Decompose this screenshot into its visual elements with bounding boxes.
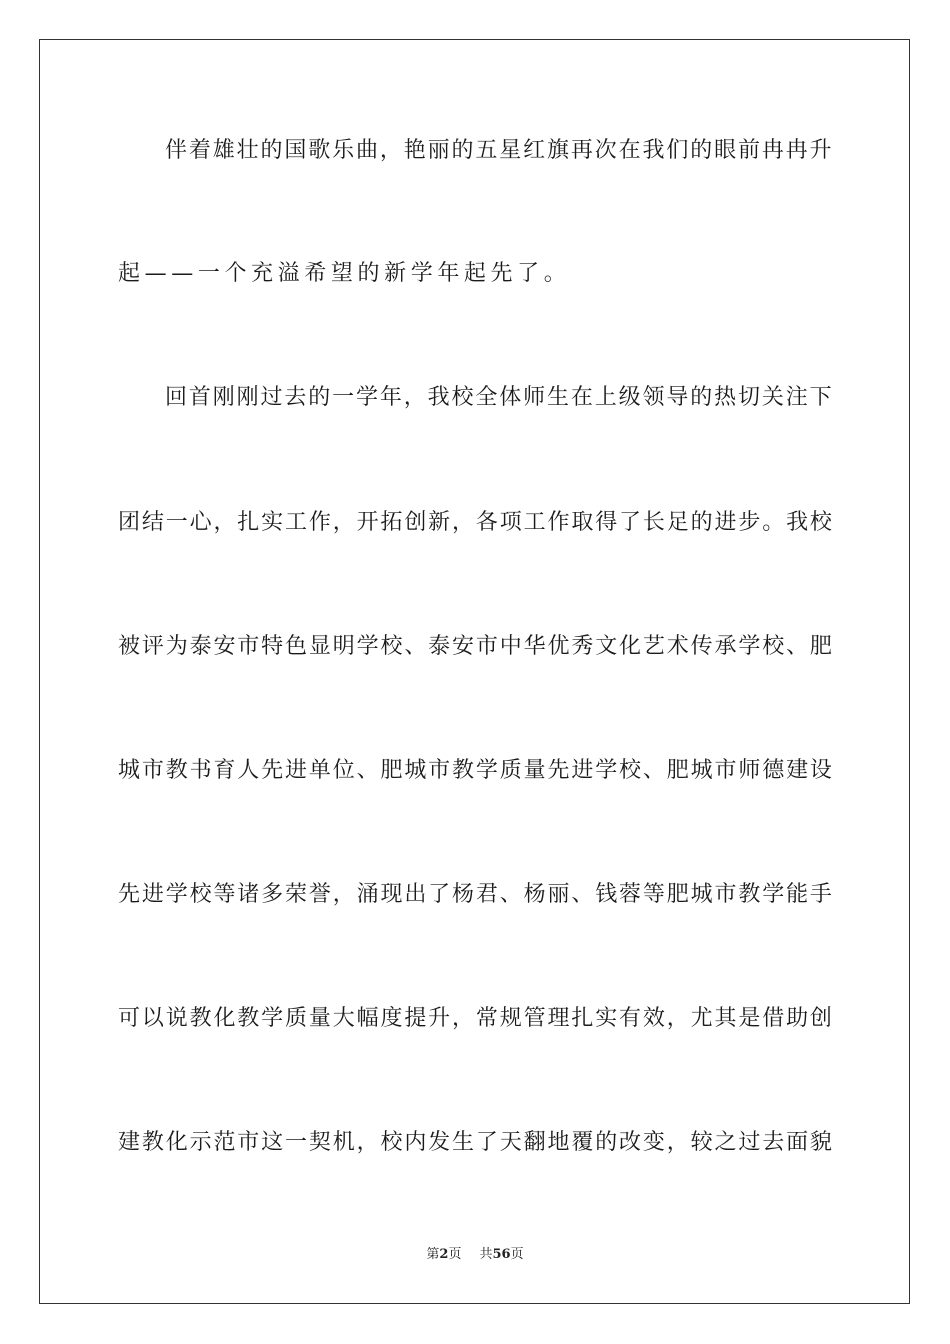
text-line-7: 先 进 学 校 等 诸 多 荣 誉 ， 涌 现 出 了 杨 君 、 杨 丽 、 钱 蓉 等 肥 城 市 教 学 能 手: [118, 882, 832, 907]
text-line-8: 可 以 说 教 化 教 学 质 量 大 幅 度 提 升 ， 常 规 管 理 扎 实 有 效 ， 尤 其 是 借 助 创: [118, 1006, 832, 1031]
text-line-1: 伴 着 雄 壮 的 国 歌 乐 曲 ， 艳 丽 的 五 星 红 旗 再 次 在 我 们 的 眼 前 冉 冉 升: [165, 138, 832, 163]
footer-total-prefix: 共: [479, 1247, 493, 1262]
footer-total-suffix: 页: [510, 1247, 524, 1262]
footer-page-number: 2: [439, 1247, 449, 1262]
footer-page-suffix: 页: [448, 1247, 462, 1262]
text-line-5: 被 评 为 泰 安 市 特 色 显 明 学 校 、 泰 安 市 中 华 优 秀 文 化 艺 术 传 承 学 校 、 肥: [118, 634, 832, 659]
text-line-2: 起 — — 一 个 充 溢 希 望 的 新 学 年 起 先 了 。: [118, 261, 571, 286]
text-line-6: 城 市 教 书 育 人 先 进 单 位 、 肥 城 市 教 学 质 量 先 进 学 校 、 肥 城 市 师 德 建 设: [118, 758, 832, 783]
page-footer: [0, 1246, 950, 1264]
footer-total-pages: 56: [492, 1247, 511, 1262]
text-line-3: 回 首 刚 刚 过 去 的 一 学 年 ， 我 校 全 体 师 生 在 上 级 领 导 的 热 切 关 注 下: [165, 385, 832, 410]
text-line-4: 团 结 一 心 ， 扎 实 工 作 ， 开 拓 创 新 ， 各 项 工 作 取 得 了 长 足 的 进 步 。 我 校: [118, 510, 832, 535]
page-border: [39, 39, 910, 1304]
footer-page-prefix: 第: [426, 1247, 440, 1262]
text-line-9: 建 教 化 示 范 市 这 一 契 机 ， 校 内 发 生 了 天 翻 地 覆 的 改 变 ， 较 之 过 去 面 貌: [118, 1130, 832, 1155]
